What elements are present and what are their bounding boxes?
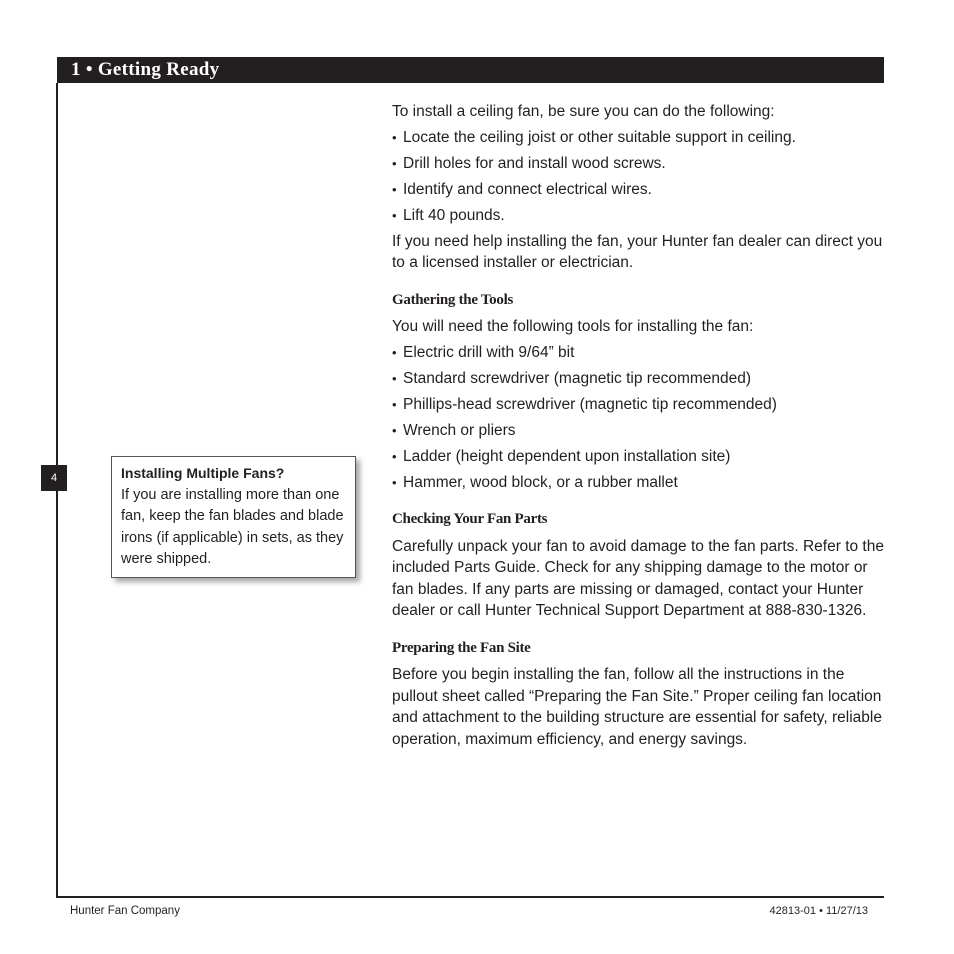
site-paragraph: Before you begin installing the fan, follow all the instructions in the pullout sheet called “Preparing the Fan Site.” Proper ceiling fan location and attachment to the building structure are essential for safety, reliable operation, maximum efficiency, and energy savings. bbox=[392, 666, 882, 748]
page-number-tab: 4 bbox=[41, 465, 67, 491]
list-item: • Lift 40 pounds. bbox=[392, 205, 884, 227]
tools-list bbox=[392, 342, 884, 494]
tip-body: If you are installing more than one fan, keep the fan blades and blade irons (if applicable) in sets, as they were shipped. bbox=[121, 486, 344, 567]
tools-lead: You will need the following tools for installing the fan: bbox=[392, 318, 754, 335]
intro-lead: To install a ceiling fan, be sure you can do the following: bbox=[392, 103, 775, 120]
tip-title: Installing Multiple Fans? bbox=[121, 465, 285, 481]
footer-doc-id: 42813-01 • 11/27/13 bbox=[769, 905, 868, 917]
tip-box bbox=[111, 456, 356, 578]
parts-heading: Checking Your Fan Parts bbox=[392, 511, 548, 527]
list-item: • Locate the ceiling joist or other suitable support in ceiling. bbox=[392, 127, 884, 149]
main-content bbox=[392, 101, 884, 750]
bottom-rule bbox=[56, 896, 884, 898]
site-heading: Preparing the Fan Site bbox=[392, 639, 531, 656]
list-item: • Phillips-head screwdriver (magnetic tip recommended) bbox=[392, 394, 884, 416]
section-header-bar bbox=[57, 57, 884, 83]
list-item: • Identify and connect electrical wires. bbox=[392, 179, 884, 201]
parts-paragraph: Carefully unpack your fan to avoid damage to the fan parts. Refer to the included Parts Guide. Check for any shipping damage to the motor or fan blades. If any parts are missing or damaged, contact your Hunter dealer or call Hunter Technical Support Department at 888-830-1326. bbox=[392, 537, 884, 619]
list-item: • Drill holes for and install wood screws. bbox=[392, 153, 884, 175]
list-item: • Wrench or pliers bbox=[392, 420, 884, 442]
list-item: • Standard screwdriver (magnetic tip recommended) bbox=[392, 368, 884, 390]
footer-company: Hunter Fan Company bbox=[70, 905, 180, 917]
section-title: 1 • Getting Ready bbox=[71, 59, 220, 80]
list-item: • Hammer, wood block, or a rubber mallet bbox=[392, 472, 884, 494]
tools-heading: Gathering the Tools bbox=[392, 291, 513, 308]
help-paragraph: If you need help installing the fan, your Hunter fan dealer can direct you to a licensed installer or electrician. bbox=[392, 232, 883, 271]
list-item: • Ladder (height dependent upon installation site) bbox=[392, 446, 884, 468]
list-item: • Electric drill with 9/64” bit bbox=[392, 342, 884, 364]
requirements-list bbox=[392, 127, 884, 227]
